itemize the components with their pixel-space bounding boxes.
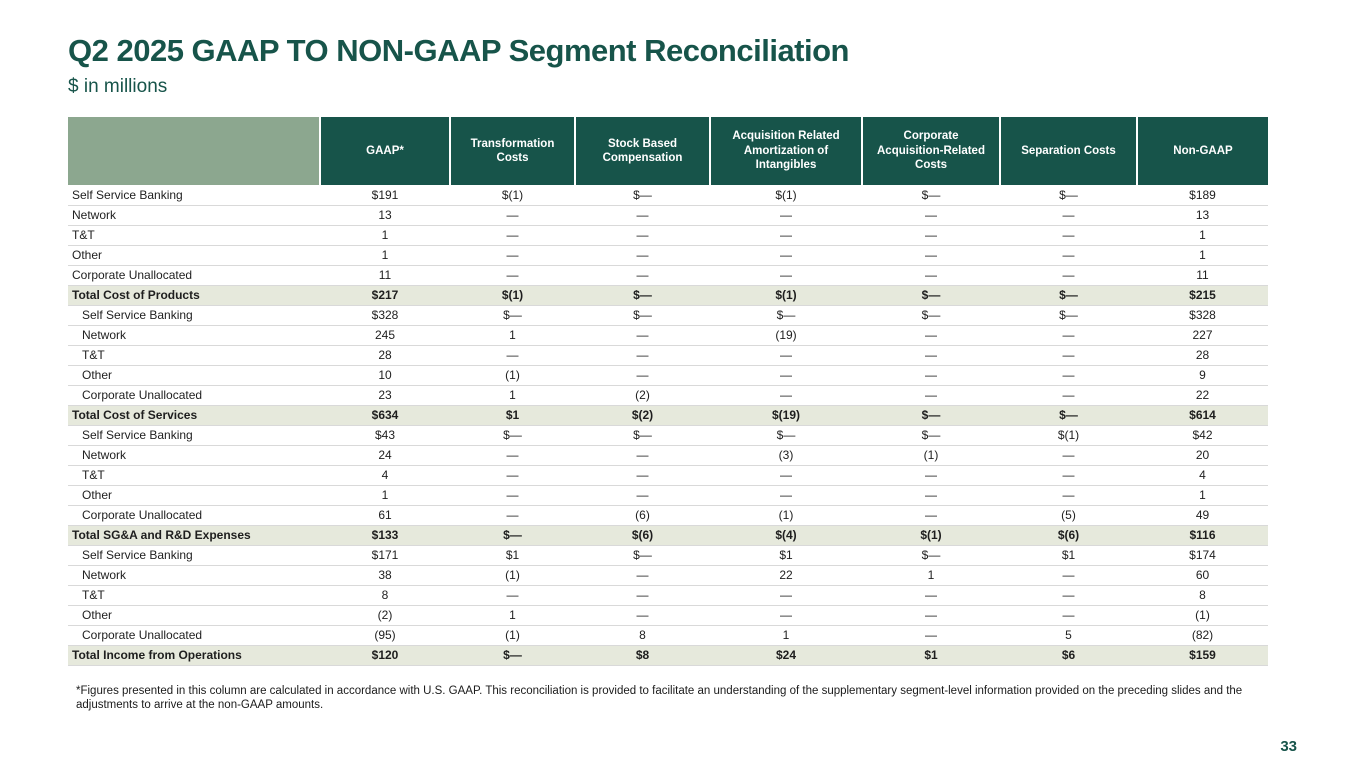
cell: 11 [1137, 265, 1268, 285]
row-label: Self Service Banking [68, 185, 320, 205]
cell: — [710, 265, 862, 285]
cell: $174 [1137, 545, 1268, 565]
cell: 1 [450, 385, 575, 405]
page-title: Q2 2025 GAAP TO NON-GAAP Segment Reconciliation [68, 33, 849, 68]
cell: 1 [450, 605, 575, 625]
cell: — [575, 225, 710, 245]
cell: — [862, 485, 1000, 505]
header-row [68, 117, 1268, 185]
row-label: Corporate Unallocated [68, 625, 320, 645]
table-row [68, 365, 1268, 385]
cell: 1 [1137, 485, 1268, 505]
cell: — [575, 205, 710, 225]
table-row [68, 485, 1268, 505]
cell: $(19) [710, 405, 862, 425]
cell: — [575, 445, 710, 465]
cell: 24 [320, 445, 450, 465]
cell: 13 [320, 205, 450, 225]
column-header: Stock Based Compensation [575, 117, 710, 185]
cell: — [862, 345, 1000, 365]
cell: (82) [1137, 625, 1268, 645]
cell: — [710, 585, 862, 605]
cell: — [710, 245, 862, 265]
column-header: Separation Costs [1000, 117, 1137, 185]
cell: — [450, 225, 575, 245]
cell: $614 [1137, 405, 1268, 425]
table-row [68, 565, 1268, 585]
cell: $— [1000, 405, 1137, 425]
row-label: Corporate Unallocated [68, 505, 320, 525]
cell: $(1) [710, 185, 862, 205]
cell: 1 [710, 625, 862, 645]
cell: $120 [320, 645, 450, 665]
cell: $— [575, 425, 710, 445]
cell: 227 [1137, 325, 1268, 345]
cell: $— [862, 545, 1000, 565]
cell: $191 [320, 185, 450, 205]
total-row [68, 405, 1268, 425]
cell: (1) [710, 505, 862, 525]
table-row [68, 185, 1268, 205]
cell: $(1) [862, 525, 1000, 545]
table-row [68, 465, 1268, 485]
cell: 4 [320, 465, 450, 485]
cell: 245 [320, 325, 450, 345]
cell: — [575, 245, 710, 265]
cell: — [862, 585, 1000, 605]
cell: 23 [320, 385, 450, 405]
cell: — [710, 465, 862, 485]
table-row [68, 265, 1268, 285]
cell: — [1000, 445, 1137, 465]
row-label: Total Cost of Services [68, 405, 320, 425]
cell: 22 [710, 565, 862, 585]
cell: $1 [1000, 545, 1137, 565]
cell: 60 [1137, 565, 1268, 585]
table-row [68, 585, 1268, 605]
cell: 22 [1137, 385, 1268, 405]
table-row [68, 425, 1268, 445]
cell: $— [1000, 185, 1137, 205]
cell: — [862, 265, 1000, 285]
total-row [68, 525, 1268, 545]
cell: $24 [710, 645, 862, 665]
cell: $— [1000, 305, 1137, 325]
cell: $(2) [575, 405, 710, 425]
cell: (3) [710, 445, 862, 465]
row-label: Other [68, 605, 320, 625]
row-label: Network [68, 325, 320, 345]
row-label: Self Service Banking [68, 425, 320, 445]
column-header: Corporate Acquisition-Related Costs [862, 117, 1000, 185]
cell: $— [862, 185, 1000, 205]
row-label: Self Service Banking [68, 545, 320, 565]
column-header: Acquisition Related Amortization of Intangibles [710, 117, 862, 185]
cell: (1) [450, 365, 575, 385]
cell: 1 [1137, 225, 1268, 245]
cell: — [450, 205, 575, 225]
cell: 1 [320, 485, 450, 505]
cell: — [575, 265, 710, 285]
cell: — [575, 325, 710, 345]
cell: — [862, 205, 1000, 225]
cell: $— [450, 425, 575, 445]
row-label: Other [68, 485, 320, 505]
column-header: GAAP* [320, 117, 450, 185]
footnote: *Figures presented in this column are calculated in accordance with U.S. GAAP. This reconciliation is provided to facilitate an understanding of the supplementary segment-level information provided on the preceding slides and the adjustments to arrive at the non-GAAP amounts. [76, 685, 1243, 712]
cell: $— [710, 425, 862, 445]
table-row [68, 245, 1268, 265]
cell: — [575, 585, 710, 605]
cell: 10 [320, 365, 450, 385]
table-row [68, 385, 1268, 405]
row-label: Total Cost of Products [68, 285, 320, 305]
cell: $(1) [710, 285, 862, 305]
cell: — [1000, 605, 1137, 625]
cell: (95) [320, 625, 450, 645]
table-row [68, 605, 1268, 625]
row-label: Total SG&A and R&D Expenses [68, 525, 320, 545]
cell: $— [575, 285, 710, 305]
cell: 11 [320, 265, 450, 285]
cell: — [1000, 465, 1137, 485]
cell: $217 [320, 285, 450, 305]
cell: 20 [1137, 445, 1268, 465]
cell: $— [862, 285, 1000, 305]
cell: — [450, 345, 575, 365]
cell: (1) [1137, 605, 1268, 625]
table-header [68, 117, 1268, 185]
cell: 9 [1137, 365, 1268, 385]
row-label: Corporate Unallocated [68, 385, 320, 405]
table-row [68, 305, 1268, 325]
cell: — [575, 605, 710, 625]
cell: $(1) [450, 285, 575, 305]
cell: — [1000, 245, 1137, 265]
cell: — [1000, 345, 1137, 365]
cell: — [862, 505, 1000, 525]
reconciliation-table [68, 117, 1268, 666]
cell: $(6) [575, 525, 710, 545]
cell: — [862, 245, 1000, 265]
cell: (1) [862, 445, 1000, 465]
cell: $(4) [710, 525, 862, 545]
cell: — [1000, 585, 1137, 605]
cell: $— [1000, 285, 1137, 305]
cell: 1 [320, 225, 450, 245]
cell: 4 [1137, 465, 1268, 485]
cell: 1 [862, 565, 1000, 585]
table-row [68, 625, 1268, 645]
cell: $215 [1137, 285, 1268, 305]
cell: $189 [1137, 185, 1268, 205]
cell: 61 [320, 505, 450, 525]
cell: $— [450, 645, 575, 665]
cell: — [710, 385, 862, 405]
cell: — [1000, 265, 1137, 285]
cell: $116 [1137, 525, 1268, 545]
row-label: Other [68, 365, 320, 385]
cell: 38 [320, 565, 450, 585]
cell: (19) [710, 325, 862, 345]
cell: $— [450, 525, 575, 545]
cell: — [710, 365, 862, 385]
cell: $1 [862, 645, 1000, 665]
cell: $— [862, 405, 1000, 425]
cell: — [710, 345, 862, 365]
cell: 1 [1137, 245, 1268, 265]
cell: — [862, 385, 1000, 405]
cell: — [1000, 325, 1137, 345]
cell: — [862, 325, 1000, 345]
cell: $159 [1137, 645, 1268, 665]
cell: $— [710, 305, 862, 325]
cell: — [575, 485, 710, 505]
cell: — [1000, 385, 1137, 405]
table-body [68, 185, 1268, 665]
cell: $(6) [1000, 525, 1137, 545]
cell: $(1) [450, 185, 575, 205]
cell: 5 [1000, 625, 1137, 645]
cell: — [450, 505, 575, 525]
cell: 1 [450, 325, 575, 345]
cell: $— [862, 305, 1000, 325]
cell: — [575, 565, 710, 585]
row-label: Corporate Unallocated [68, 265, 320, 285]
cell: $1 [710, 545, 862, 565]
cell: — [575, 465, 710, 485]
cell: (2) [320, 605, 450, 625]
cell: $1 [450, 545, 575, 565]
cell: 8 [320, 585, 450, 605]
page-number: 33 [1280, 738, 1297, 755]
cell: $6 [1000, 645, 1137, 665]
header-corner [68, 117, 320, 185]
cell: — [862, 225, 1000, 245]
cell: $133 [320, 525, 450, 545]
cell: — [450, 265, 575, 285]
cell: — [450, 245, 575, 265]
cell: (2) [575, 385, 710, 405]
table-row [68, 445, 1268, 465]
cell: — [710, 205, 862, 225]
cell: $328 [320, 305, 450, 325]
cell: $1 [450, 405, 575, 425]
column-header: Transformation Costs [450, 117, 575, 185]
row-label: Network [68, 565, 320, 585]
cell: $42 [1137, 425, 1268, 445]
cell: $— [575, 305, 710, 325]
cell: — [862, 605, 1000, 625]
cell: 1 [320, 245, 450, 265]
subtitle-units: $ in millions [68, 76, 168, 97]
row-label: Self Service Banking [68, 305, 320, 325]
cell: — [862, 365, 1000, 385]
cell: — [862, 465, 1000, 485]
cell: — [575, 365, 710, 385]
cell: $328 [1137, 305, 1268, 325]
row-label: T&T [68, 225, 320, 245]
table-row [68, 325, 1268, 345]
column-header: Non-GAAP [1137, 117, 1268, 185]
cell: $634 [320, 405, 450, 425]
cell: (5) [1000, 505, 1137, 525]
cell: (1) [450, 565, 575, 585]
row-label: T&T [68, 585, 320, 605]
table-row [68, 345, 1268, 365]
cell: 28 [1137, 345, 1268, 365]
cell: 28 [320, 345, 450, 365]
cell: — [1000, 205, 1137, 225]
cell: — [862, 625, 1000, 645]
table-row [68, 205, 1268, 225]
row-label: T&T [68, 345, 320, 365]
cell: — [450, 585, 575, 605]
cell: $— [575, 545, 710, 565]
row-label: Total Income from Operations [68, 645, 320, 665]
cell: 13 [1137, 205, 1268, 225]
cell: 8 [1137, 585, 1268, 605]
cell: $(1) [1000, 425, 1137, 445]
cell: — [450, 465, 575, 485]
cell: (1) [450, 625, 575, 645]
cell: $— [575, 185, 710, 205]
cell: — [710, 225, 862, 245]
cell: — [575, 345, 710, 365]
table-row [68, 225, 1268, 245]
cell: $— [450, 305, 575, 325]
cell: $43 [320, 425, 450, 445]
cell: — [710, 605, 862, 625]
cell: (6) [575, 505, 710, 525]
cell: $— [862, 425, 1000, 445]
cell: 49 [1137, 505, 1268, 525]
row-label: Network [68, 445, 320, 465]
row-label: Network [68, 205, 320, 225]
table-row [68, 505, 1268, 525]
row-label: Other [68, 245, 320, 265]
row-label: T&T [68, 465, 320, 485]
cell: 8 [575, 625, 710, 645]
cell: — [450, 485, 575, 505]
total-row [68, 645, 1268, 665]
cell: — [710, 485, 862, 505]
cell: — [1000, 365, 1137, 385]
cell: $8 [575, 645, 710, 665]
cell: $171 [320, 545, 450, 565]
total-row [68, 285, 1268, 305]
cell: — [450, 445, 575, 465]
cell: — [1000, 225, 1137, 245]
cell: — [1000, 485, 1137, 505]
table-row [68, 545, 1268, 565]
cell: — [1000, 565, 1137, 585]
